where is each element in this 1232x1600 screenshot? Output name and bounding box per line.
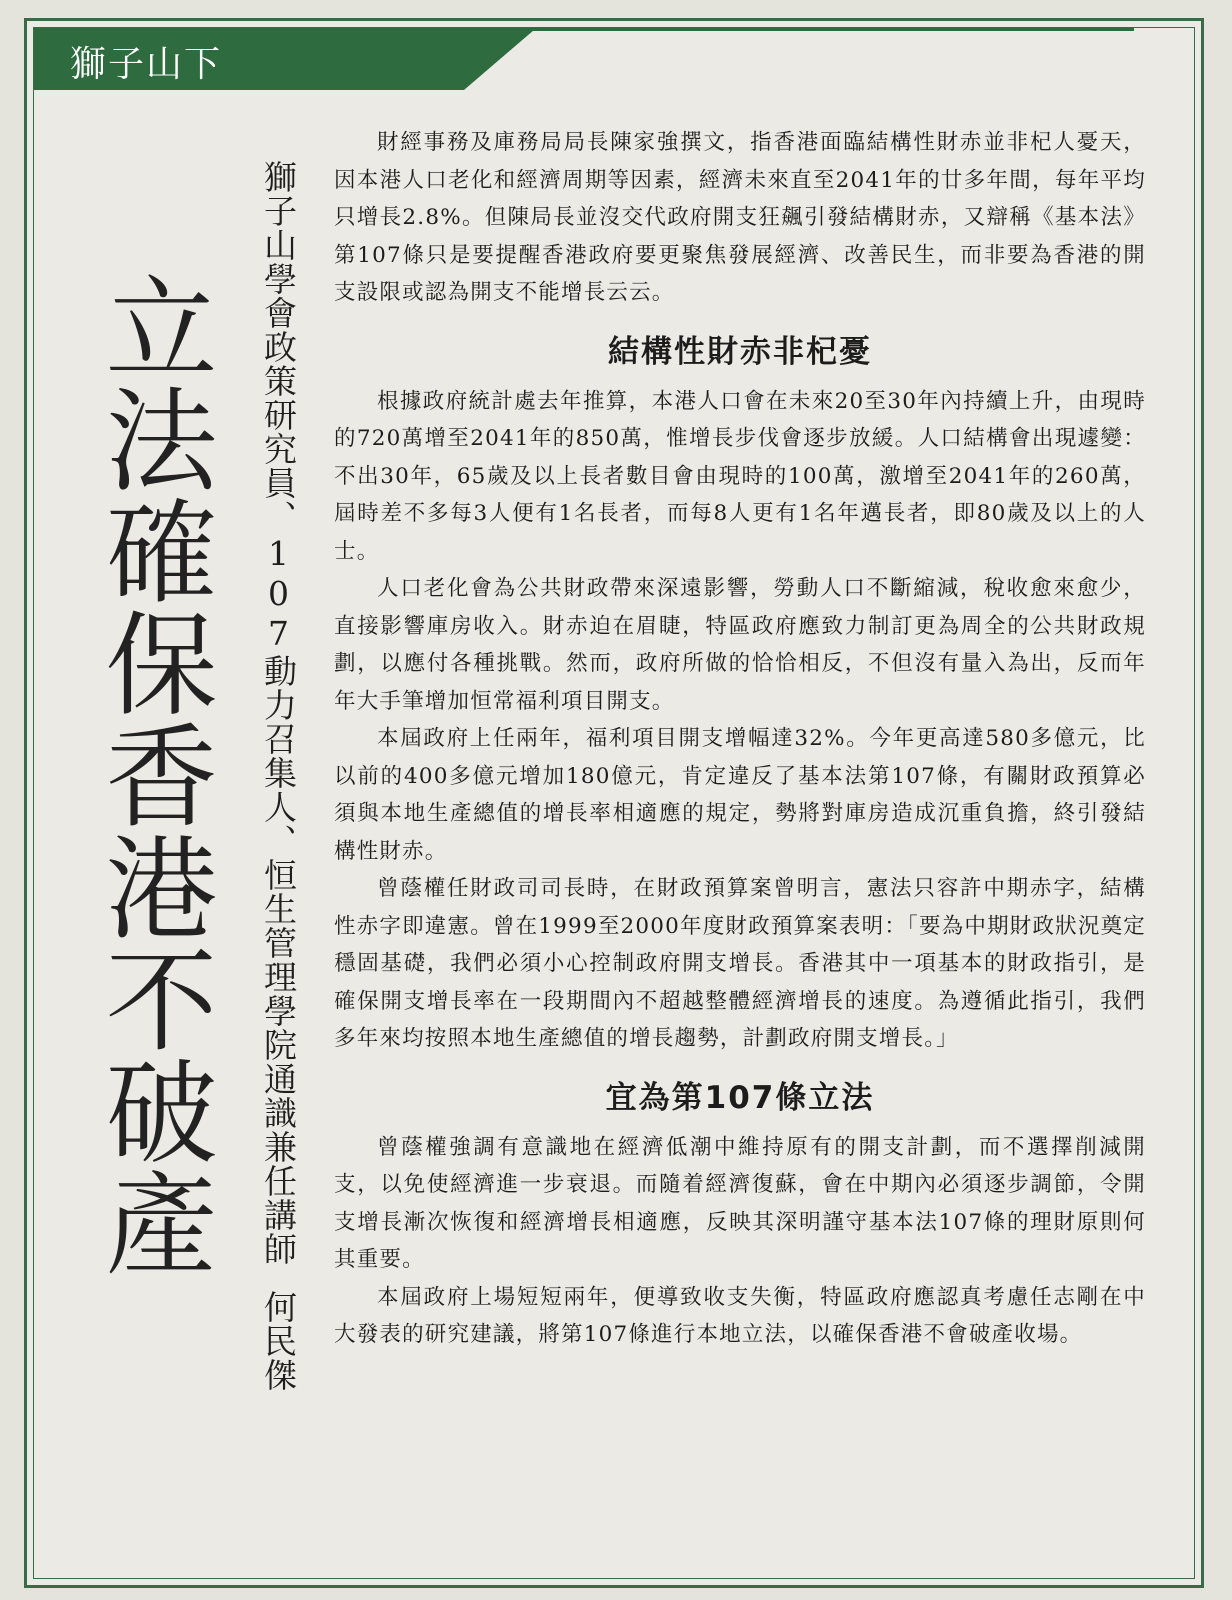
article-body bbox=[334, 124, 1146, 1354]
byline-author: 何民傑 bbox=[259, 1290, 298, 1392]
column-title: 獅子山下 bbox=[70, 44, 223, 85]
body-paragraph: 人口老化會為公共財政帶來深遠影響，勞動人口不斷縮減，稅收愈來愈少，直接影響庫房收入。財赤迫在眉睫，特區政府應致力制訂更為周全的公共財政規劃，以應付各種挑戰。然而，政府所做的恰恰相反，不但沒有量入為出，反而年年大手筆增加恒常福利項目開支。 bbox=[334, 576, 1146, 714]
body-paragraph: 本屆政府上場短短兩年，便導致收支失衡，特區政府應認真考慮任志剛在中大發表的研究建議，將第107條進行本地立法，以確保香港不會破產收場。 bbox=[334, 1284, 1146, 1347]
body-paragraph: 本屆政府上任兩年，福利項目開支增幅達32%。今年更高達580多億元，比以前的400多億元增加180億元，肯定違反了基本法第107條，有關財政預算必須與本地生產總值的增長率相適應的規定，勢將對庫房造成沉重負擔，終引發結構性財赤。 bbox=[334, 726, 1146, 864]
section-subheading: 結構性財赤非杞憂 bbox=[608, 333, 872, 370]
article-headline: 立法確保香港不破產 bbox=[87, 270, 217, 1278]
body-paragraph: 曾蔭權任財政司司長時，在財政預算案曾明言，憲法只容許中期赤字，結構性赤字即違憲。曾在1999至2000年度財政預算案表明：「要為中期財政狀況奠定穩固基礎，我們必須小心控制政府開支增長。香港其中一項基本的財政指引，是確保開支增長率在一段期間內不超越整體經濟增長的速度。為遵循此指引，我們多年來均按照本地生產總值的增長趨勢，計劃政府開支增長。」 bbox=[334, 876, 1146, 1051]
body-paragraph: 財經事務及庫務局局長陳家強撰文，指香港面臨結構性財赤並非杞人憂天，因本港人口老化和經濟周期等因素，經濟未來直至2041年的廿多年間，每年平均只增長2.8%。但陳局長並沒交代政府開支狂飆引發結構財赤，又辯稱《基本法》第107條只是要提醒香港政府要更聚焦發展經濟、改善民生，而非要為香港的開支設限或認為開支不能增長云云。 bbox=[334, 130, 1146, 305]
article-byline bbox=[240, 160, 300, 1490]
body-paragraph: 曾蔭權強調有意識地在經濟低潮中維持原有的開支計劃，而不選擇削減開支，以免使經濟進一步衰退。而隨着經濟復蘇，會在中期內必須逐步調節，令開支增長漸次恢復和經濟增長相適應，反映其深明謹守基本法107條的理財原則何其重要。 bbox=[334, 1134, 1146, 1272]
byline-affiliation: 獅子山學會政策研究員、107動力召集人、恒生管理學院通識兼任講師 bbox=[259, 160, 298, 1266]
section-subheading: 宜為第107條立法 bbox=[605, 1079, 875, 1116]
body-paragraph: 根據政府統計處去年推算，本港人口會在未來20至30年內持續上升，由現時的720萬增至2041年的850萬，惟增長步伐會逐步放緩。人口結構會出現遽變：不出30年，65歲及以上長者數目會由現時的100萬，激增至2041年的260萬，屆時差不多每3人便有1名長者，而每8人更有1名年邁長者，即80歲及以上的人士。 bbox=[334, 388, 1146, 564]
